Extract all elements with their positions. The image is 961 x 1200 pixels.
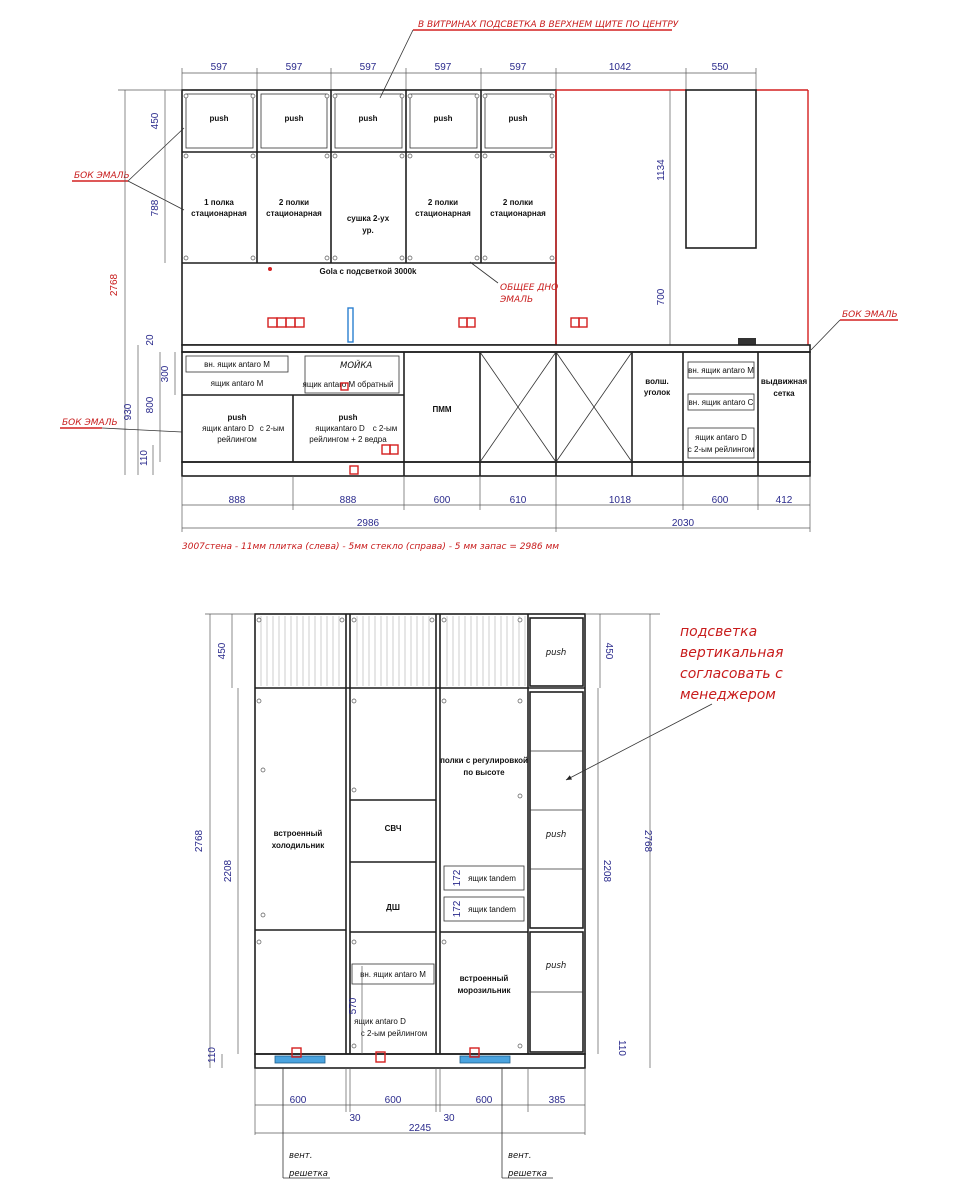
cab2-line1: 2 полки bbox=[278, 198, 310, 207]
fluted-front-3 bbox=[442, 616, 526, 686]
tandem-2: ящик tandem bbox=[468, 905, 516, 914]
cab5-line2: стационарная bbox=[490, 209, 546, 218]
vent-2-line1: вент. bbox=[508, 1151, 532, 1161]
dim-788: 788 bbox=[150, 199, 161, 217]
pmm-label: ПММ bbox=[432, 405, 452, 414]
countertop bbox=[182, 345, 810, 352]
upper-dim-ticks bbox=[182, 68, 756, 90]
cab5-line1: 2 полки bbox=[502, 198, 534, 207]
upper-width-2: 597 bbox=[285, 62, 303, 73]
bottom-total: 2245 bbox=[408, 1123, 432, 1134]
note-light-1: подсветка bbox=[680, 624, 758, 640]
vn-yashik-m-2: вн. ящик antaro M bbox=[688, 366, 754, 375]
vn-yashik-m-b: вн. ящик antaro M bbox=[360, 970, 426, 979]
dim-110: 110 bbox=[139, 450, 150, 466]
total-right: 2030 bbox=[671, 518, 695, 529]
lower-push-1: push bbox=[227, 413, 247, 422]
lower-width-3: 600 bbox=[433, 495, 451, 506]
socket-icon-sink-1 bbox=[382, 445, 390, 454]
leader-side-right bbox=[811, 320, 840, 350]
reiling-1: рейлингом bbox=[217, 435, 257, 444]
moika-label: МОЙКА bbox=[340, 361, 373, 371]
cab4-line1: 2 полки bbox=[427, 198, 459, 207]
cab4-line2: стационарная bbox=[415, 209, 471, 218]
arrow-note bbox=[566, 704, 712, 780]
freezer-1: встроенный bbox=[459, 974, 509, 983]
dim-1134: 1134 bbox=[656, 159, 667, 181]
shelves-1: полки с регулировкой bbox=[440, 756, 528, 765]
reiling-vedra: рейлингом + 2 ведра bbox=[309, 435, 387, 444]
fridge-2: холодильник bbox=[271, 841, 325, 850]
shelves-2: по высоте bbox=[463, 768, 505, 777]
note-side-left: БОК ЭМАЛЬ bbox=[74, 171, 130, 181]
dim-570: 570 bbox=[348, 997, 359, 1015]
vn-yashik-c: вн. ящик antaro C bbox=[688, 398, 754, 407]
lower-width-2: 888 bbox=[339, 495, 357, 506]
dim-800: 800 bbox=[145, 396, 156, 414]
lower-width-1: 888 bbox=[228, 495, 246, 506]
lower-width-6: 600 bbox=[711, 495, 729, 506]
bottom-elevation bbox=[194, 614, 783, 1179]
lower-width-7: 412 bbox=[775, 495, 793, 506]
svch-label: СВЧ bbox=[384, 824, 402, 833]
vent-2-line2: решетка bbox=[508, 1169, 547, 1179]
push-label-1: push bbox=[209, 114, 229, 123]
yashik-m-1: ящик antaro M bbox=[210, 379, 264, 388]
upper-width-1: 597 bbox=[210, 62, 228, 73]
cab1-line1: 1 полка bbox=[204, 198, 234, 207]
gola-label: Gola с подсветкой 3000k bbox=[319, 267, 417, 276]
formula-note: 3007стена - 11мм плитка (слева) - 5мм стекло (справа) - 5 мм запас = 2986 мм bbox=[182, 542, 560, 552]
push-label-5: push bbox=[508, 114, 528, 123]
leader-bottom-left bbox=[102, 428, 182, 432]
leader-common-bottom bbox=[470, 262, 498, 283]
note-light-2: вертикальная bbox=[680, 645, 784, 661]
cab1-line2: стационарная bbox=[191, 209, 247, 218]
dim-110-b: 110 bbox=[207, 1047, 218, 1063]
bottom-width-3: 600 bbox=[384, 1095, 402, 1106]
note-common-bottom-2: ЭМАЛЬ bbox=[500, 295, 534, 305]
tandem-1: ящик tandem bbox=[468, 874, 516, 883]
note-showcase-light: В ВИТРИНАХ ПОДСВЕТКА В ВЕРХНЕМ ЩИТЕ ПО ЦЕНТРУ bbox=[418, 20, 679, 30]
s2-reil-b: с 2-ым рейлингом bbox=[360, 1029, 428, 1038]
yashik-d-2: ящикantaro D bbox=[315, 424, 365, 433]
wall-hood-cabinet bbox=[686, 90, 756, 248]
lower-push-2: push bbox=[338, 413, 358, 422]
vent-1-line2: решетка bbox=[289, 1169, 328, 1179]
push-label-4: push bbox=[433, 114, 453, 123]
upper-width-3: 597 bbox=[359, 62, 377, 73]
dim-2768: 2768 bbox=[109, 273, 120, 297]
socket-icon-sink-2 bbox=[390, 445, 398, 454]
s2-1: с 2-ым bbox=[259, 424, 285, 433]
dim-450-r: 450 bbox=[603, 642, 614, 660]
push-label-3: push bbox=[358, 114, 378, 123]
cab3-line2: ур. bbox=[362, 226, 374, 235]
yashik-d-1: ящик antaro D bbox=[202, 424, 254, 433]
fluted-front-1 bbox=[257, 616, 344, 686]
dim-700: 700 bbox=[656, 288, 667, 306]
s2-2: с 2-ым bbox=[372, 424, 398, 433]
bottom-width-4: 30 bbox=[443, 1113, 455, 1124]
dim-20: 20 bbox=[145, 334, 156, 346]
setka-2: сетка bbox=[773, 389, 795, 398]
note-light-3: согласовать с bbox=[680, 666, 783, 682]
dim-2768-b: 2768 bbox=[194, 829, 205, 853]
volsh-2: уголок bbox=[643, 388, 671, 397]
dim-2208-r: 2208 bbox=[601, 859, 612, 883]
dim-2208-b: 2208 bbox=[223, 859, 234, 883]
volsh-1: волш. bbox=[645, 377, 669, 386]
dim-930: 930 bbox=[123, 403, 134, 421]
light-point-icon bbox=[268, 267, 272, 271]
note-side-right: БОК ЭМАЛЬ bbox=[842, 310, 898, 320]
s2-reil-3: с 2-ым рейлингом bbox=[687, 445, 755, 454]
dim-450-b: 450 bbox=[217, 642, 228, 660]
dim-300: 300 bbox=[160, 365, 171, 383]
bottom-width-6: 385 bbox=[548, 1095, 566, 1106]
dim-110-r: 110 bbox=[616, 1040, 627, 1056]
bottom-width-5: 600 bbox=[475, 1095, 493, 1106]
plinth bbox=[182, 462, 810, 476]
cab2-line2: стационарная bbox=[266, 209, 322, 218]
upper-width-5: 597 bbox=[509, 62, 527, 73]
total-left: 2986 bbox=[356, 518, 380, 529]
dsh-label: ДШ bbox=[386, 903, 400, 912]
push-label-2: push bbox=[284, 114, 304, 123]
upper-width-7: 550 bbox=[711, 62, 729, 73]
faucet-icon bbox=[348, 308, 353, 342]
note-common-bottom-1: ОБЩЕЕ ДНО bbox=[500, 283, 559, 293]
fluted-front-2 bbox=[352, 616, 434, 686]
top-elevation bbox=[60, 20, 898, 552]
fridge-1: встроенный bbox=[273, 829, 323, 838]
vent-grill-2 bbox=[460, 1056, 510, 1063]
dim-172-a: 172 bbox=[452, 869, 463, 887]
lower-width-5: 1018 bbox=[608, 495, 632, 506]
upper-width-6: 1042 bbox=[608, 62, 632, 73]
vent-1-line1: вент. bbox=[289, 1151, 313, 1161]
yashik-m-obr: ящик antaro M обратный bbox=[302, 380, 394, 389]
cooktop-icon bbox=[738, 338, 756, 345]
socket-icon-plinth bbox=[350, 466, 358, 474]
vn-yashik-m-1: вн. ящик antaro M bbox=[204, 360, 270, 369]
note-light-4: менеджером bbox=[680, 687, 776, 703]
yashik-d-b: ящик antaro D bbox=[354, 1017, 406, 1026]
leader-left-1 bbox=[128, 128, 184, 181]
note-leader bbox=[380, 30, 413, 98]
lower-width-4: 610 bbox=[509, 495, 527, 506]
push-b-1: push bbox=[545, 648, 567, 658]
push-b-3: push bbox=[545, 961, 567, 971]
setka-1: выдвижная bbox=[760, 377, 808, 386]
dim-2768-r: 2768 bbox=[642, 829, 653, 853]
bottom-width-1: 600 bbox=[289, 1095, 307, 1106]
cab3-line1: сушка 2-ух bbox=[346, 214, 390, 223]
dim-172-b: 172 bbox=[452, 900, 463, 918]
socket-icons bbox=[268, 318, 587, 327]
note-bottom-left: БОК ЭМАЛЬ bbox=[62, 418, 118, 428]
dim-450: 450 bbox=[150, 112, 161, 130]
freezer-2: морозильник bbox=[457, 986, 511, 995]
push-b-2: push bbox=[545, 830, 567, 840]
bottom-width-2: 30 bbox=[349, 1113, 361, 1124]
yashik-d-3: ящик antaro D bbox=[695, 433, 747, 442]
upper-width-4: 597 bbox=[434, 62, 452, 73]
